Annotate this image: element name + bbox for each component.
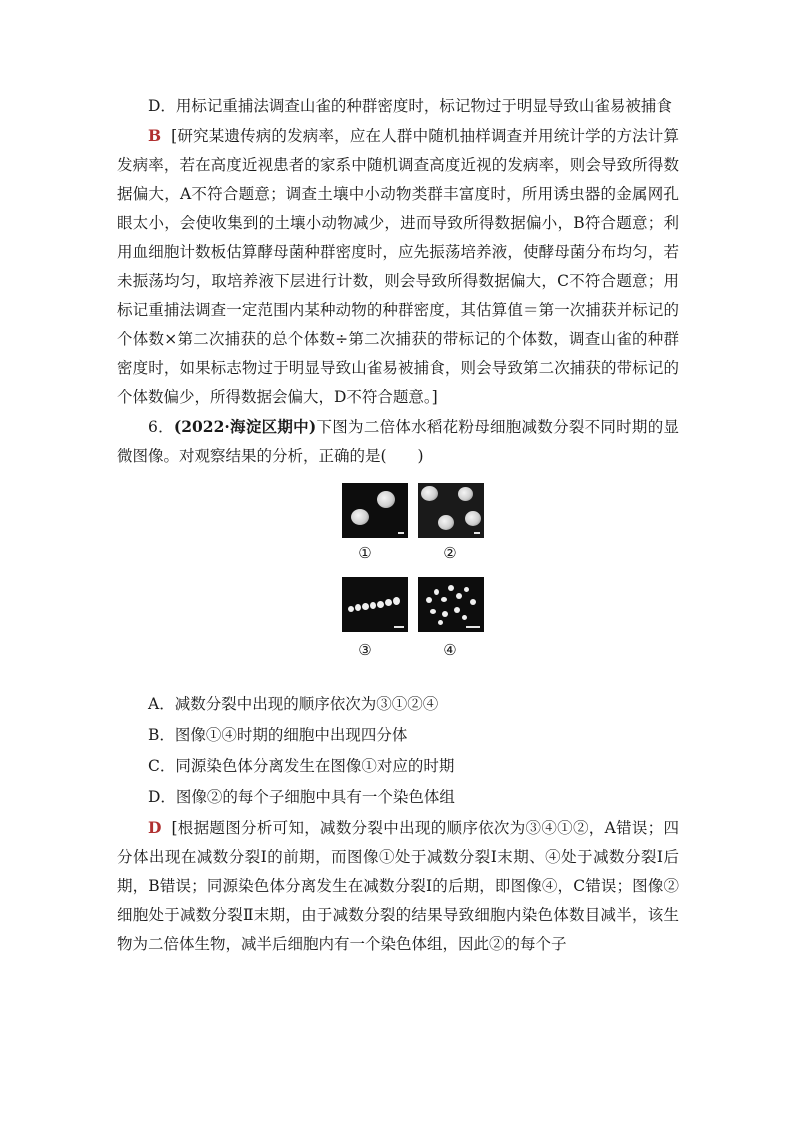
- label-2: ②: [443, 544, 457, 562]
- nucleus: [465, 511, 481, 526]
- chromosome: [434, 589, 439, 595]
- label-4: ④: [443, 641, 457, 659]
- nucleus: [438, 515, 454, 530]
- chromosome: [464, 587, 469, 592]
- micrograph-2: [418, 483, 484, 538]
- micrograph-4: [418, 577, 484, 632]
- chromosome: [470, 599, 476, 605]
- chromosome: [348, 606, 354, 612]
- chromosome: [462, 615, 467, 620]
- chromosome: [377, 601, 384, 608]
- answer-5-explanation: [研究某遗传病的发病率，应在人群中随机抽样调查并用统计学的方法计算发病率，若在高度近视患者的家系中随机调查高度近视的发病率，则会导致所得数据偏大，A不符合题意；调查土壤中小动物类群丰富度时，所用诱虫器的金属网孔眼太小，会使收集到的土壤小动物减少，进而导致所得数据偏小，B符合题意；利用血细胞计数板估算酵母菌种群密度时，应先振荡培养液，使酵母菌分布均匀，若未振荡均匀，取培养液下层进行计数，则会导致所得数据偏大，C不符合题意；用标记重捕法调查一定范围内某种动物的种群密度，其估算值＝第一次捕获并标记的个体数×第二次捕获的总个体数÷第二次捕获的带标记的个体数，调查山雀的种群密度时，如果标志物过于明显导致山雀易被捕食，则会导致第二次捕获的带标记的个体数偏少，所得数据会偏大，D不符合题意。]: [117, 127, 679, 406]
- option-d-previous: D．用标记重捕法调查山雀的种群密度时，标记物过于明显导致山雀易被捕食: [148, 97, 672, 115]
- answer-6: [117, 813, 679, 959]
- option-b: B．图像①④时期的细胞中出现四分体: [148, 726, 408, 744]
- answer-5: [117, 121, 679, 412]
- chromosome: [426, 597, 432, 603]
- question-6-stem: [117, 412, 679, 471]
- chromosome: [370, 602, 376, 609]
- page-content: [117, 92, 679, 959]
- chromosome: [393, 597, 400, 605]
- option-c: C．同源染色体分离发生在图像①对应的时期: [148, 757, 455, 775]
- scale-bar: [394, 626, 404, 628]
- chromosome: [438, 620, 443, 625]
- chromosome: [456, 593, 462, 599]
- label-1: ①: [358, 544, 372, 562]
- option-a: A．减数分裂中出现的顺序依次为③①②④: [148, 695, 439, 713]
- chromosome: [454, 607, 460, 613]
- chromosome: [362, 603, 369, 610]
- question-6-text: 下图为二倍体水稻花粉母细胞减数分裂不同时期的显微图像。对观察结果的分析，正确的是( ): [117, 418, 679, 465]
- chromosome: [448, 585, 454, 591]
- scale-bar: [398, 532, 404, 534]
- chromosome: [430, 609, 436, 614]
- scale-bar: [466, 626, 480, 628]
- scale-bar: [474, 532, 480, 534]
- answer-6-explanation: [根据题图分析可知，减数分裂中出现的顺序依次为③④①②，A错误；四分体出现在减数分裂Ⅰ的前期，而图像①处于减数分裂Ⅰ末期、④处于减数分裂Ⅰ后期，B错误；同源染色体分离发生在减数分裂Ⅰ的后期，即图像④，C错误；图像②细胞处于减数分裂Ⅱ末期，由于减数分裂的结果导致细胞内染色体数目减半，该生物为二倍体生物，减半后细胞内有一个染色体组，因此②的每个子: [117, 819, 679, 953]
- answer-6-letter: D: [148, 818, 162, 837]
- micrograph-3: [342, 577, 408, 632]
- label-3: ③: [358, 641, 372, 659]
- chromosome: [385, 599, 392, 606]
- nucleus: [351, 509, 369, 525]
- chromosome: [441, 597, 447, 602]
- question-6-source: (2022·海淀区期中): [173, 417, 317, 436]
- micrograph-1: [342, 483, 408, 538]
- answer-5-letter: B: [148, 126, 162, 145]
- nucleus: [458, 487, 473, 501]
- option-d: D．图像②的每个子细胞中具有一个染色体组: [148, 788, 455, 806]
- nucleus: [421, 486, 438, 501]
- nucleus: [377, 491, 395, 508]
- chromosome: [442, 611, 448, 617]
- micrograph-figure: [117, 477, 679, 689]
- question-6-number: 6．: [148, 418, 174, 436]
- chromosome: [355, 604, 361, 611]
